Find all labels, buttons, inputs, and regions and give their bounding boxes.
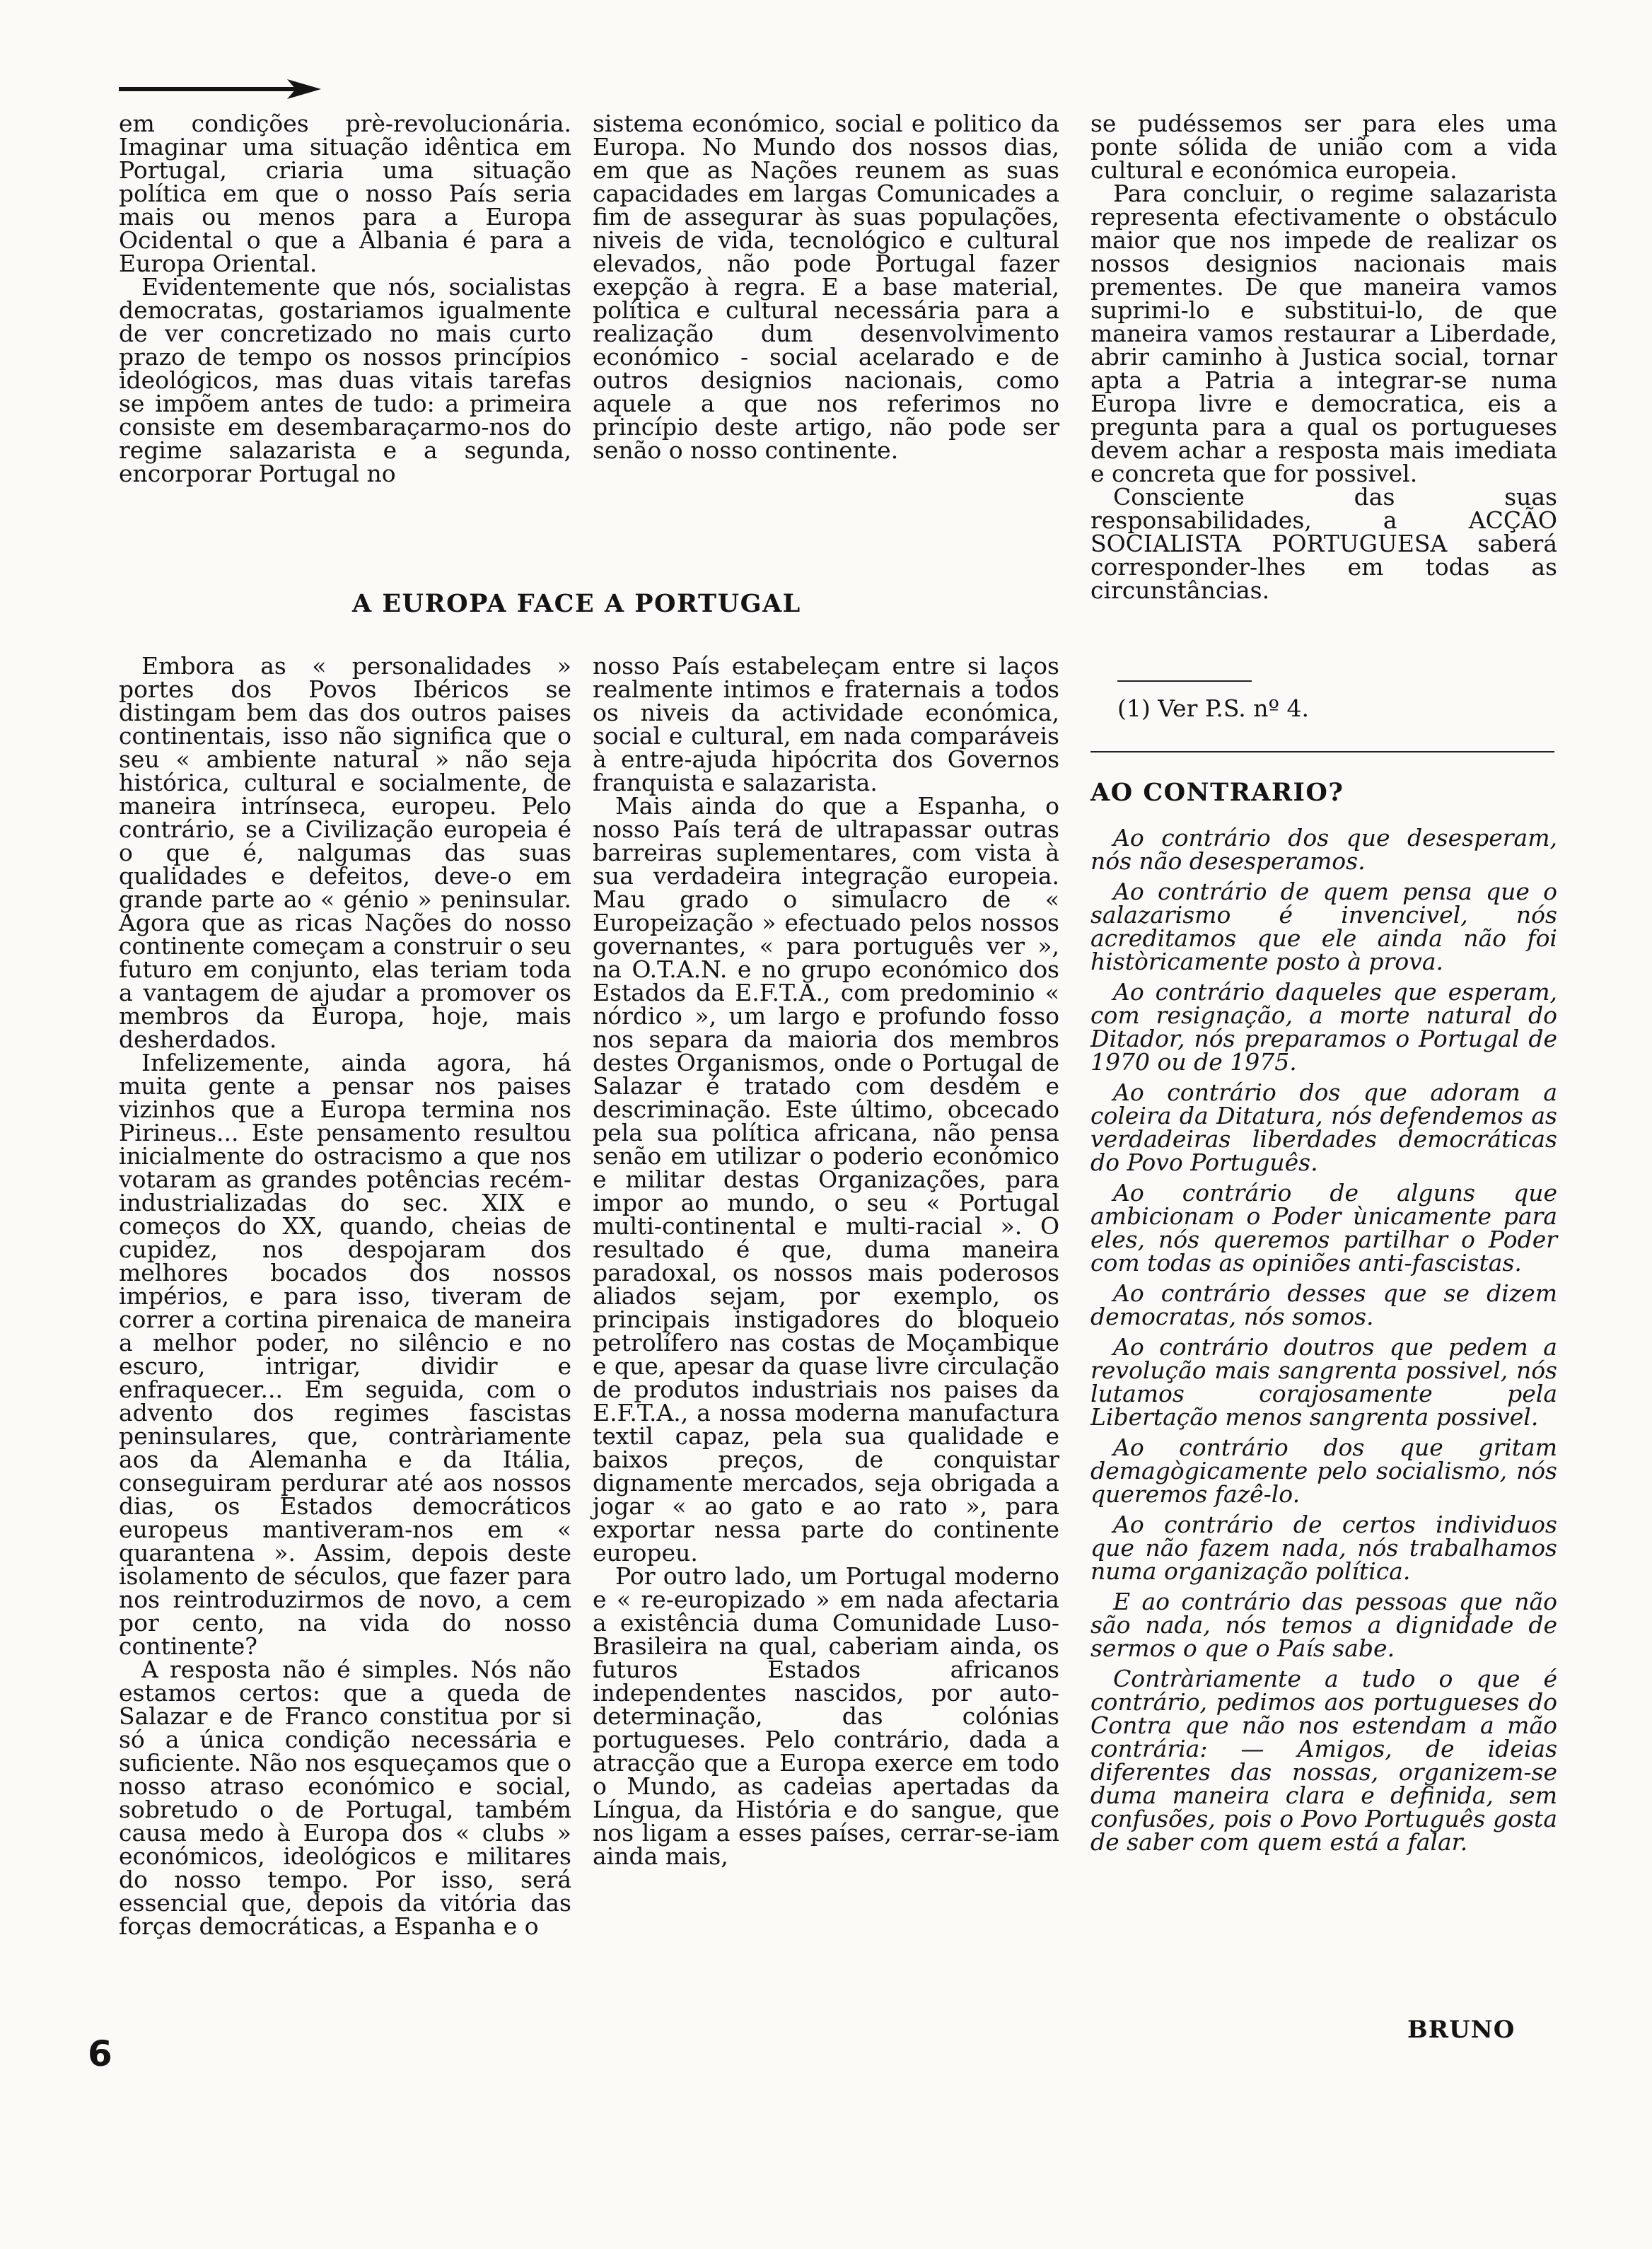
paragraph: Infelizemente, ainda agora, há muita gente a pensar nos paises vizinhos que a Europa termina nos Pirineus... Este pensamento resultou inicialmente do ostracismo a que nos votaram as grandes potências recém-industrializadas do sec. XIX e começos do XX, quando, cheias de cupidez, nos despojaram dos melhores bocados dos nossos impérios, e para isso, tiveram de correr a cortina pirenaica de maneira a melhor poder, no silêncio e no escuro, intrigar, dividir e enfraquecer... Em seguida, com o advento dos regimes fascistas peninsulares, que, contràriamente aos da Alemanha e da Itália, conseguiram perdurar até aos nossos dias, os Estados democráticos europeus mantiveram-nos em « quarantena ». Assim, depois deste isolamento de séculos, que fazer para nos reintroduzirmos de novo, a cem por cento, na vida do nosso continente? xyxy=(119,1049,571,1660)
arrow-icon xyxy=(119,76,324,105)
section-divider xyxy=(1090,751,1554,752)
paragraph: nosso País estabeleçam entre si laços realmente intimos e fraternais a todos os niveis da actividade económica, social e cultural, em nada comparáveis à entre-ajuda hipócrita dos Governos franquista e salazarista. xyxy=(593,652,1059,796)
paragraph: Embora as « personalidades » portes dos Povos Ibéricos se distingam bem das dos outros paises continentais, isso não significa que o seu « ambiente natural » não seja histórica, cultural e socialmente, de maneira intrínseca, europeu. Pelo contrário, se a Civilização europeia é o que é, nalgumas das suas qualidades e defeitos, deve-o em grande parte ao « génio » peninsular. Agora que as ricas Nações do nosso continente começam a construir o seu futuro em conjunto, elas teriam toda a vantagem de ajudar a promover os membros da Europa, hoje, mais desherdados. xyxy=(119,652,571,1053)
paragraph: Ao contrário de certos individuos que não fazem nada, nós trabalhamos numa organização política. xyxy=(1090,1511,1557,1585)
author-signature: BRUNO xyxy=(1407,2016,1516,2044)
column-heading: AO CONTRARIO? xyxy=(1090,778,1344,807)
page-number: 6 xyxy=(88,2033,112,2074)
footnote-divider xyxy=(1117,680,1252,682)
paragraph: Ao contrário daqueles que esperam, com resignação, a morte natural do Ditador, nós preparamos o Portugal de 1970 ou de 1975. xyxy=(1090,978,1557,1076)
paragraph: Ao contrário dos que adoram a coleira da Ditatura, nós defendemos as verdadeiras liberdades democráticas do Povo Português. xyxy=(1090,1079,1557,1176)
column-2-top xyxy=(593,112,1059,462)
paragraph: Contràriamente a tudo o que é contrário, pedimos aos portugueses do Contra que não nos estendam a mão contrária: — Amigos, de ideias diferentes das nossas, organizem-se duma maneira clara e definida, sem confusões, pois o Povo Português gosta de saber com quem está a falar. xyxy=(1090,1665,1557,1856)
paragraph: Ao contrário desses que se dizem democratas, nós somos. xyxy=(1090,1279,1557,1330)
paragraph: se pudéssemos ser para eles uma ponte sólida de união com a vida cultural e económica europeia. xyxy=(1090,110,1557,184)
column-2-bottom xyxy=(593,654,1059,1868)
paragraph: Ao contrário doutros que pedem a revolução mais sangrenta possivel, nós lutamos corajosamente pela Libertação menos sangrenta possivel. xyxy=(1090,1333,1557,1431)
column-1-top xyxy=(119,112,571,485)
paragraph: Consciente das suas responsabilidades, a ACÇÃO SOCIALISTA PORTUGUESA saberá corresponder-lhes em todas as circunstâncias. xyxy=(1090,483,1557,604)
column-3-top xyxy=(1090,112,1557,602)
paragraph: sistema económico, social e politico da Europa. No Mundo dos nossos dias, em que as Nações reunem as suas capacidades em largas Comunicades a fim de assegurar às suas populações, niveis de vida, tecnológico e cultural elevados, não pode Portugal fazer exepção à regra. E a base material, política e cultural necessária para a realização dum desenvolvimento económico - social acelarado e de outros designios nacionais, como aquele a que nos referimos no princípio deste artigo, não pode ser senão o nosso continente. xyxy=(593,110,1059,464)
paragraph: A resposta não é simples. Nós não estamos certos: que a queda de Salazar e de Franco constitua por si só a única condição necessária e suficiente. Não nos esqueçamos que o nosso atraso económico e social, sobretudo o de Portugal, também causa medo à Europa dos « clubs » económicos, ideológicos e militares do nosso tempo. Por isso, será essencial que, depois da vitória das forças democráticas, a Espanha e o xyxy=(119,1656,571,1940)
footnote: (1) Ver P.S. nº 4. xyxy=(1117,695,1309,722)
paragraph: Evidentemente que nós, socialistas democratas, gostariamos igualmente de ver concretizado no mais curto prazo de tempo os nossos princípios ideológicos, mas duas vitais tarefas se impõem antes de tudo: a primeira consiste em desembaraçarmo-nos do regime salazarista e a segunda, encorporar Portugal no xyxy=(119,273,571,487)
section-heading: A EUROPA FACE A PORTUGAL xyxy=(352,589,801,618)
paragraph: Para concluir, o regime salazarista representa efectivamente o obstáculo maior que nos impede de realizar os nossos designios nacionais mais prementes. De que maneira vamos suprimi-lo e substitui-lo, de que maneira vamos restaurar a Liberdade, abrir caminho à Justica social, tornar apta a Patria a integrar-se numa Europa livre e democratica, eis a pregunta para a qual os portugueses devem achar a resposta mais imediata e concreta que for possivel. xyxy=(1090,180,1557,487)
column-3-manifesto xyxy=(1090,826,1557,1861)
paragraph: Ao contrário dos que gritam demagògicamente pelo socialismo, nós queremos fazê-lo. xyxy=(1090,1434,1557,1508)
paragraph: Mais ainda do que a Espanha, o nosso País terá de ultrapassar outras barreiras suplementares, com vista à sua verdadeira integração europeia. Mau grado o simulacro de « Europeização » efectuado pelos nossos governantes, « para português ver », na O.T.A.N. e no grupo económico dos Estados da E.F.T.A., com predominio « nórdico », um largo e profundo fosso nos separa da maioria dos membros destes Organismos, onde o Portugal de Salazar é tratado com desdém e descriminação. Este último, obcecado pela sua política africana, não pensa senão em utilizar o poderio económico e militar destas Organizações, para impor ao mundo, o seu « Portugal multi-continental e multi-racial ». O resultado é que, duma maneira paradoxal, os nossos mais poderosos aliados sejam, por exemplo, os principais instigadores do bloqueio petrolífero nas costas de Moçambique e que, apesar da quase livre circulação de produtos industriais nos paises da E.F.T.A., a nossa moderna manufactura textil capaz, pela sua qualidade e baixos preços, de conquistar dignamente mercados, seja obrigada a jogar « ao gato e ao rato », para exportar nessa parte do continente europeu. xyxy=(593,792,1059,1567)
column-1-bottom xyxy=(119,654,571,1938)
paragraph: Por outro lado, um Portugal moderno e « re-europizado » em nada afectaria a existência duma Comunidade Luso-Brasileira na qual, caberiam ainda, os futuros Estados africanos independentes nascidos, por auto-determinação, das colónias portugueses. Pelo contrário, dada a atracção que a Europa exerce em todo o Mundo, as cadeias apertadas da Língua, da História e do sangue, que nos ligam a esses países, cerrar-se-iam ainda mais, xyxy=(593,1562,1059,1870)
paragraph: E ao contrário das pessoas que não são nada, nós temos a dignidade de sermos o que o País sabe. xyxy=(1090,1588,1557,1662)
paragraph: Ao contrário de alguns que ambicionam o Poder ùnicamente para eles, nós queremos partilhar o Poder com todas as opiniões anti-fascistas. xyxy=(1090,1179,1557,1277)
paragraph: Ao contrário de quem pensa que o salazarismo é invencivel, nós acreditamos que ele ainda não foi històricamente posto à prova. xyxy=(1090,878,1557,975)
paragraph: Ao contrário dos que desesperam, nós não desesperamos. xyxy=(1090,824,1557,875)
paragraph: em condições prè-revolucionária. Imaginar uma situação idêntica em Portugal, criaria uma situação política em que o nosso País seria mais ou menos para a Europa Ocidental o que a Albania é para a Europa Oriental. xyxy=(119,110,571,277)
